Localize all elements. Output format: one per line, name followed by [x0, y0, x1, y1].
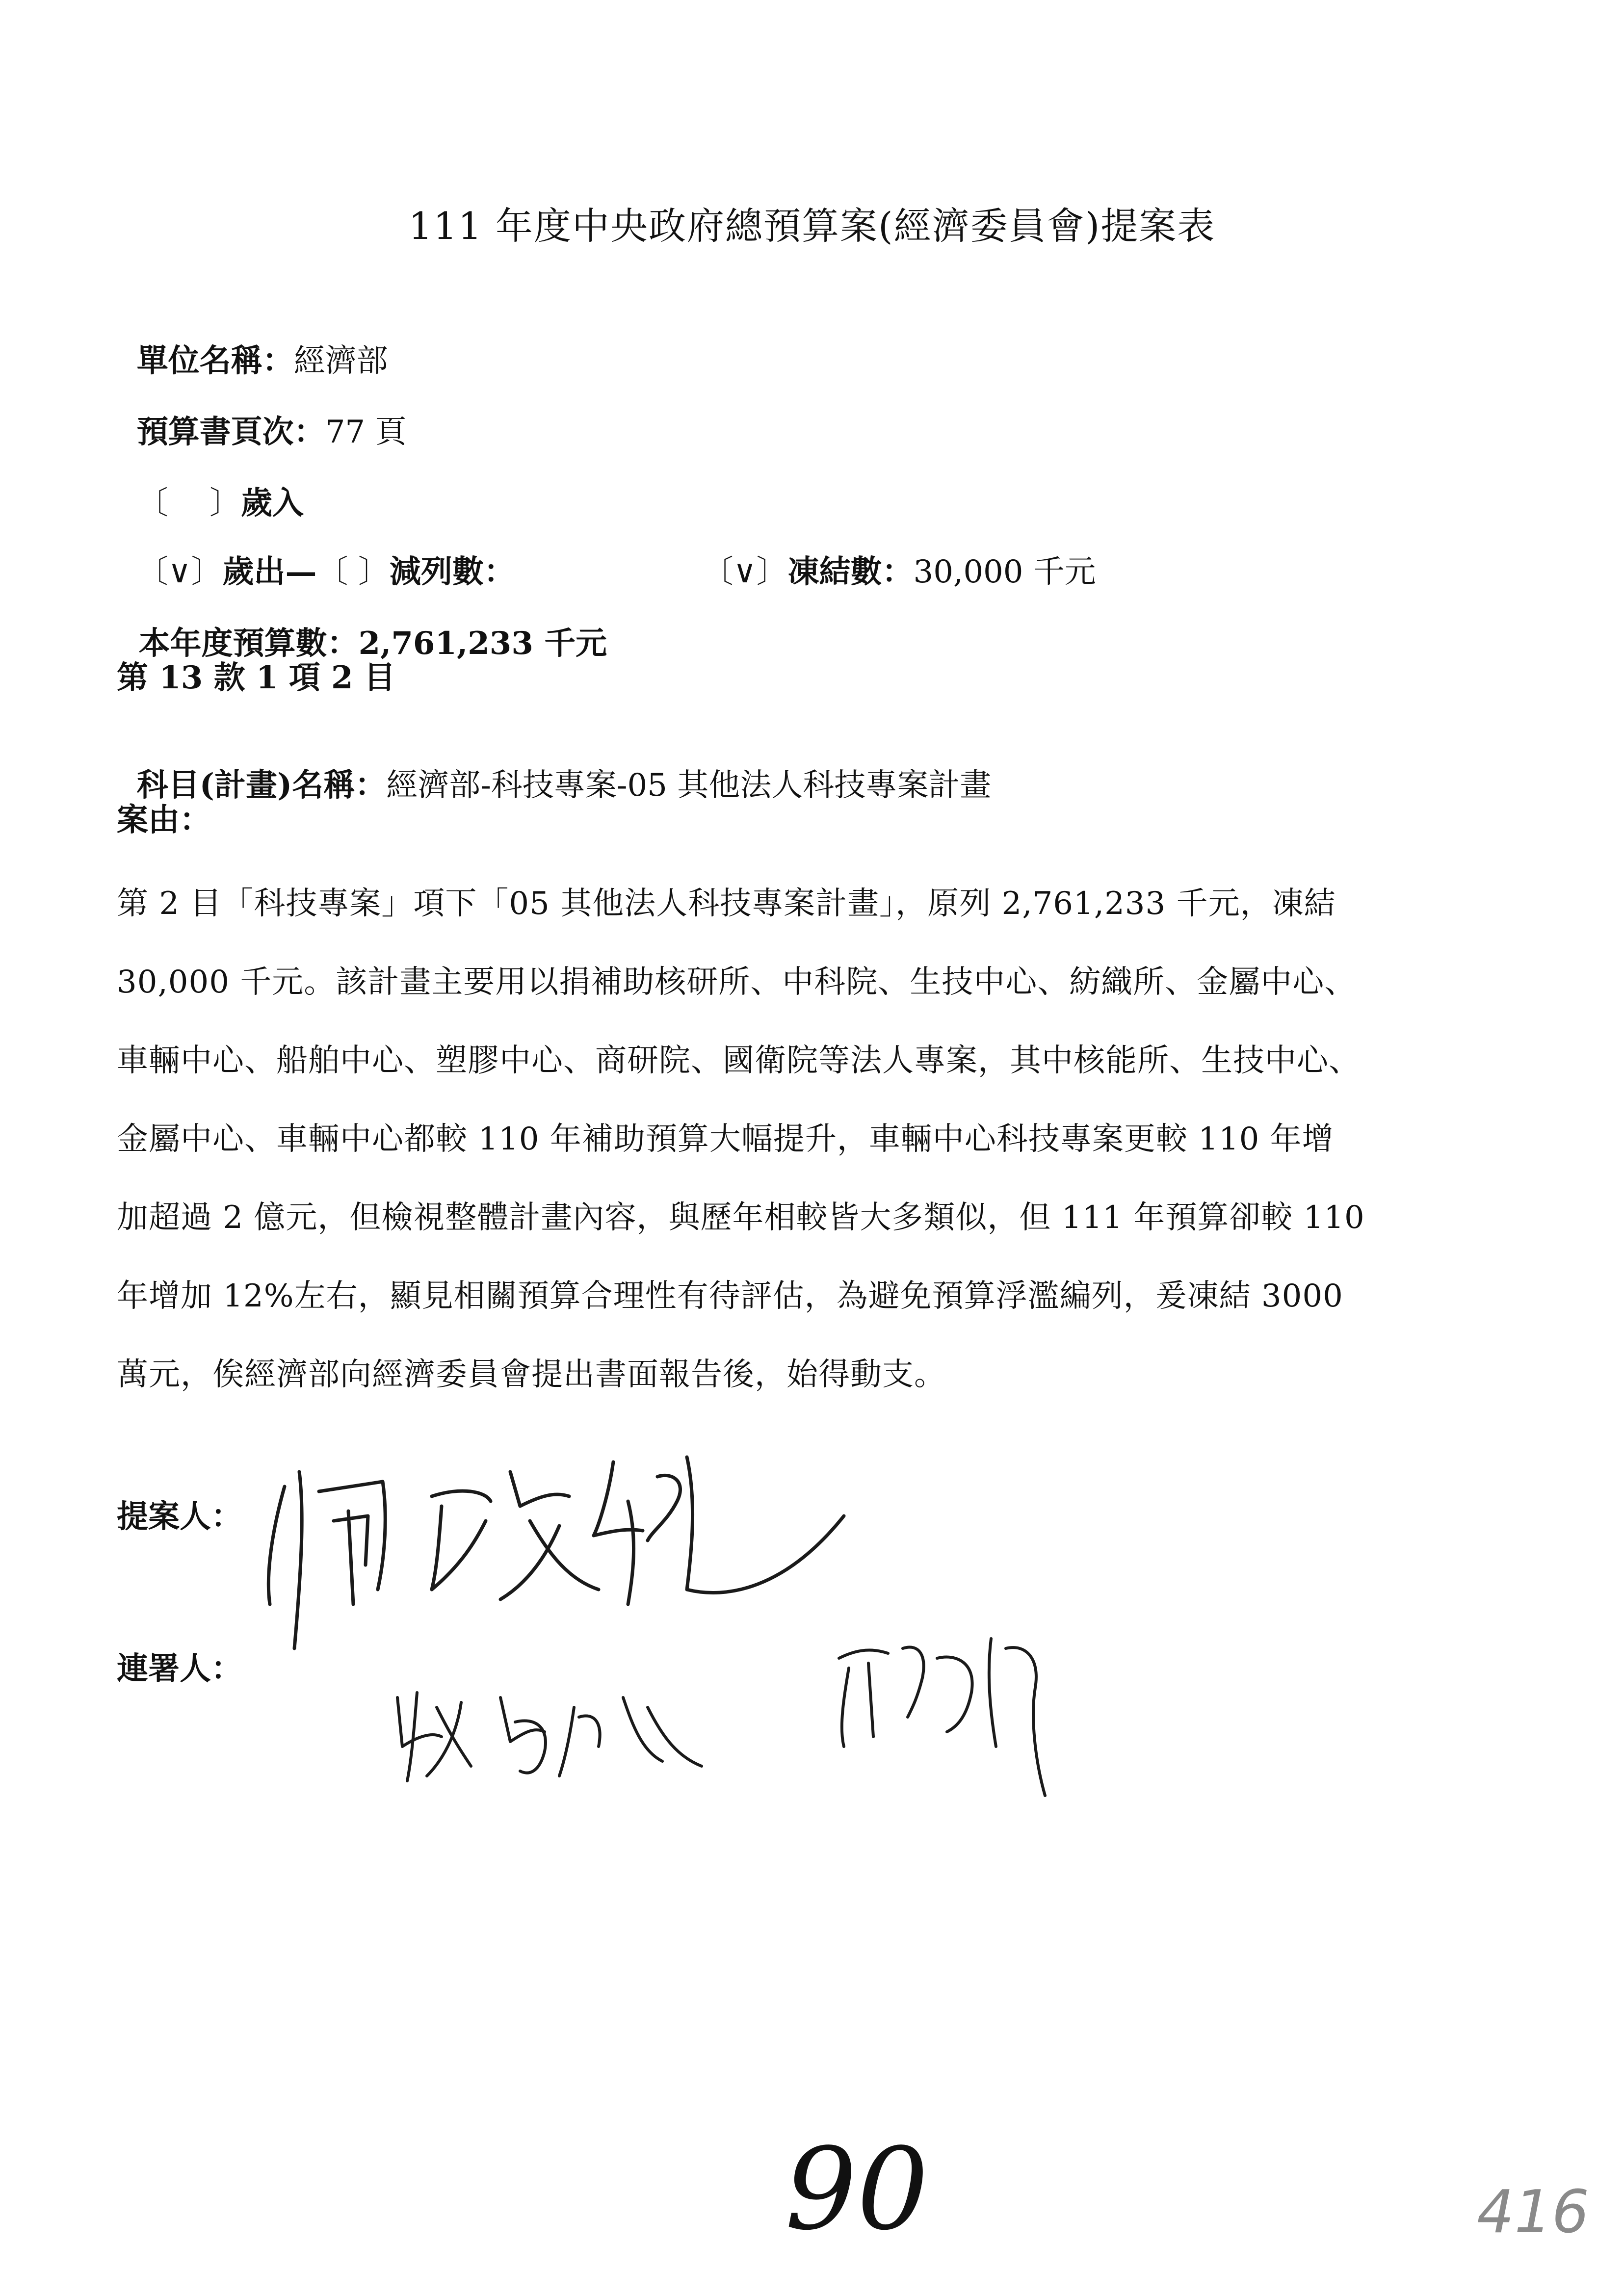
- stamp-number: 416: [1477, 2178, 1590, 2246]
- subject-label: 科目(計畫)名稱：: [136, 767, 387, 804]
- unit-value: 經濟部: [293, 343, 388, 379]
- section-row: 第 13 款 1 項 2 目: [117, 659, 395, 696]
- reason-label: 案由：: [117, 802, 211, 838]
- freeze-row: [682, 510, 1096, 592]
- reason-line-3: 車輛中心、船舶中心、塑膠中心、商研院、國衛院等法人專案，其中核能所、生技中心、: [117, 1043, 1361, 1079]
- expense-label: 歲出—: [222, 553, 317, 590]
- cosigner-signature-2: [829, 1619, 1084, 1805]
- reason-line-5: 加超過 2 億元，但檢視整體計畫內容，與歷年相較皆大多類似，但 111 年預算卻較 110: [117, 1200, 1365, 1236]
- page-ref-row: [117, 370, 406, 452]
- freeze-checkbox: 〔∨〕: [702, 554, 788, 590]
- cosigner-label: 連署人：: [117, 1650, 242, 1687]
- reason-line-6: 年增加 12%左右，顯見相關預算合理性有待評估，為避免預算浮濫編列，爰凍結 3000: [117, 1278, 1343, 1314]
- reason-line-4: 金屬中心、車輛中心都較 110 年補助預算大幅提升，車輛中心科技專案更較 110 年增: [117, 1121, 1334, 1157]
- expense-checkbox: 〔∨〕: [136, 554, 223, 590]
- revenue-label: 歲入: [241, 485, 304, 522]
- unit-row: [117, 299, 388, 381]
- proposer-label: 提案人：: [117, 1498, 242, 1535]
- budget-label: 本年度預算數：: [138, 625, 359, 662]
- page-ref-label: 預算書頁次：: [136, 414, 325, 450]
- reason-line-2: 30,000 千元。該計畫主要用以捐補助核研所、中科院、生技中心、紡織所、金屬中心、: [117, 964, 1357, 1000]
- budget-value: 2,761,233 千元: [358, 625, 607, 662]
- expense-row: [117, 510, 515, 592]
- unit-label: 單位名稱：: [136, 342, 294, 379]
- revenue-checkbox: 〔 〕: [136, 485, 241, 522]
- cosigner-signature-1: [388, 1678, 721, 1791]
- budget-row: [117, 581, 607, 663]
- proposer-signature: [255, 1442, 893, 1697]
- page-ref-value: 77 頁: [325, 414, 407, 450]
- freeze-label: 凍結數：: [787, 553, 914, 590]
- reason-line-1: 第 2 目「科技專案」項下「05 其他法人科技專案計畫」，原列 2,761,233 千元，凍結: [117, 886, 1336, 922]
- subject-value: 經濟部-科技專案-05 其他法人科技專案計畫: [386, 767, 992, 804]
- subject-row: [117, 724, 991, 805]
- page-number: 90: [785, 2124, 929, 2255]
- reduce-checkbox: 〔 〕: [316, 554, 390, 590]
- page-title: 111 年度中央政府總預算案(經濟委員會)提案表: [408, 204, 1216, 248]
- freeze-value: 30,000 千元: [913, 554, 1096, 590]
- reason-line-7: 萬元，俟經濟部向經濟委員會提出書面報告後，始得動支。: [117, 1357, 946, 1393]
- reduce-label: 減列數：: [389, 553, 515, 590]
